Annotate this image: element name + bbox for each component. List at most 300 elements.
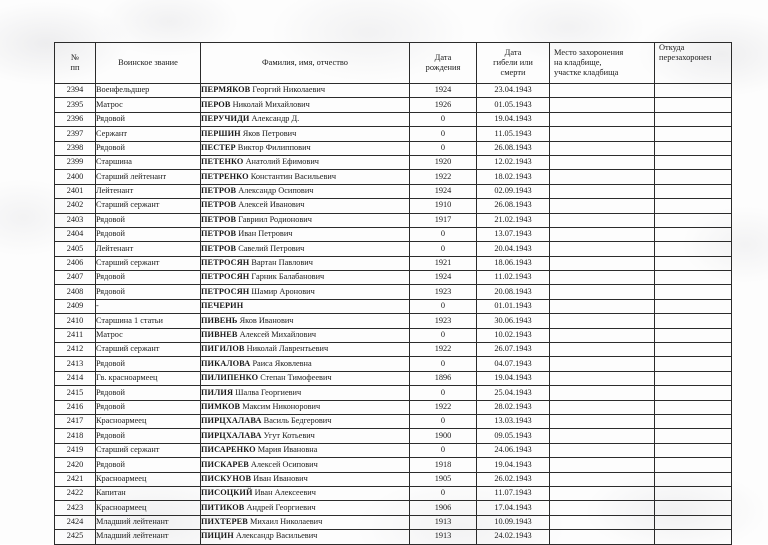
column-header-reburial-origin-line2: перезахоронен: [659, 53, 712, 63]
column-header-deathdate-line3: смерти: [500, 68, 526, 78]
table-header: [55, 43, 732, 84]
table-row: [55, 357, 732, 371]
table-row: [55, 213, 732, 227]
table-row: [55, 314, 732, 328]
table-row: [55, 242, 732, 256]
cell-number: 2421: [55, 472, 96, 486]
cell-surname: ПЕРУЧИДИ: [201, 114, 250, 124]
cell-burial-place: [550, 400, 655, 414]
cell-deathdate: 10.02.1943: [477, 328, 550, 342]
cell-number: 2410: [55, 314, 96, 328]
cell-givenname: Алексей Осипович: [250, 459, 318, 469]
cell-givenname: Савелий Петрович: [238, 243, 305, 253]
cell-rank: Красноармеец: [96, 472, 201, 486]
table-row: [55, 170, 732, 184]
table-row: [55, 515, 732, 529]
cell-burial-place: [550, 127, 655, 141]
cell-number: 2398: [55, 141, 96, 155]
cell-burial-place: [550, 299, 655, 313]
cell-burial-place: [550, 530, 655, 544]
cell-surname: ПЕТРОВ: [201, 186, 237, 196]
cell-givenname: Степан Тимофеевич: [260, 373, 332, 383]
cell-birthdate: 1906: [410, 501, 477, 515]
cell-reburial-origin: [655, 472, 732, 486]
cell-birthdate: 1917: [410, 213, 477, 227]
column-header-rank: [96, 43, 201, 84]
table-row: [55, 271, 732, 285]
cell-burial-place: [550, 256, 655, 270]
cell-fullname: [201, 213, 410, 227]
table-row: [55, 127, 732, 141]
cell-number: 2423: [55, 501, 96, 515]
cell-fullname: [201, 285, 410, 299]
cell-number: 2403: [55, 213, 96, 227]
cell-givenname: Гавриил Родионович: [238, 214, 312, 224]
column-header-rank-line1: Воинское звание: [118, 57, 178, 67]
cell-fullname: [201, 184, 410, 198]
cell-reburial-origin: [655, 343, 732, 357]
cell-givenname: Алексей Михайлович: [239, 329, 317, 339]
column-header-reburial-origin: [655, 43, 732, 84]
table-row: [55, 386, 732, 400]
cell-deathdate: 26.08.1943: [477, 199, 550, 213]
cell-surname: ПИМКОВ: [201, 401, 241, 411]
cell-reburial-origin: [655, 299, 732, 313]
table-row: [55, 429, 732, 443]
cell-number: 2418: [55, 429, 96, 443]
cell-fullname: [201, 429, 410, 443]
cell-surname: ПЕТРОСЯН: [201, 258, 250, 268]
cell-deathdate: 23.04.1943: [477, 84, 550, 98]
cell-surname: ПИРЦХАЛАВА: [201, 416, 262, 426]
cell-deathdate: 26.07.1943: [477, 343, 550, 357]
cell-birthdate: 0: [410, 227, 477, 241]
cell-rank: Лейтенант: [96, 242, 201, 256]
cell-rank: Младший лейтенант: [96, 530, 201, 544]
cell-surname: ПИТИКОВ: [201, 502, 245, 512]
cell-rank: Капитан: [96, 486, 201, 500]
cell-rank: Красноармеец: [96, 414, 201, 428]
cell-deathdate: 01.01.1943: [477, 299, 550, 313]
cell-fullname: [201, 515, 410, 529]
cell-givenname: Алексей Иванович: [238, 200, 305, 210]
cell-deathdate: 11.02.1943: [477, 271, 550, 285]
cell-number: 2411: [55, 328, 96, 342]
cell-fullname: [201, 242, 410, 256]
cell-number: 2400: [55, 170, 96, 184]
cell-rank: Матрос: [96, 328, 201, 342]
cell-number: 2396: [55, 112, 96, 126]
cell-rank: Старший сержант: [96, 443, 201, 457]
cell-birthdate: 0: [410, 386, 477, 400]
cell-surname: ПЕТРОСЯН: [201, 272, 250, 282]
cell-number: 2425: [55, 530, 96, 544]
table-row: [55, 155, 732, 169]
cell-burial-place: [550, 429, 655, 443]
cell-deathdate: 19.04.1943: [477, 112, 550, 126]
cell-rank: Сержант: [96, 127, 201, 141]
cell-rank: Красноармеец: [96, 501, 201, 515]
cell-birthdate: 1922: [410, 343, 477, 357]
column-header-number-line1: №: [71, 52, 79, 62]
cell-burial-place: [550, 515, 655, 529]
cell-fullname: [201, 414, 410, 428]
cell-fullname: [201, 199, 410, 213]
cell-fullname: [201, 443, 410, 457]
cell-givenname: Иван Алексеевич: [254, 488, 316, 498]
cell-birthdate: 1923: [410, 285, 477, 299]
cell-rank: Военфельдшер: [96, 84, 201, 98]
cell-givenname: Александр Васильевич: [235, 531, 318, 541]
cell-birthdate: 1900: [410, 429, 477, 443]
cell-burial-place: [550, 199, 655, 213]
cell-givenname: Иван Петрович: [238, 229, 293, 239]
cell-rank: Рядовой: [96, 458, 201, 472]
cell-reburial-origin: [655, 141, 732, 155]
cell-number: 2402: [55, 199, 96, 213]
table-row: [55, 486, 732, 500]
cell-rank: Рядовой: [96, 429, 201, 443]
cell-birthdate: 1922: [410, 170, 477, 184]
table-row: [55, 414, 732, 428]
cell-fullname: [201, 357, 410, 371]
cell-fullname: [201, 458, 410, 472]
cell-givenname: Шамир Аронович: [251, 286, 315, 296]
table-body: [55, 84, 732, 545]
cell-number: 2395: [55, 98, 96, 112]
cell-burial-place: [550, 472, 655, 486]
table-row: [55, 458, 732, 472]
cell-rank: Рядовой: [96, 285, 201, 299]
cell-deathdate: 13.07.1943: [477, 227, 550, 241]
cell-burial-place: [550, 98, 655, 112]
cell-rank: Рядовой: [96, 112, 201, 126]
cell-rank: Гв. красноармеец: [96, 371, 201, 385]
cell-givenname: Шалва Георгиевич: [235, 387, 302, 397]
cell-fullname: [201, 299, 410, 313]
cell-rank: Старший сержант: [96, 199, 201, 213]
cell-rank: Старший лейтенант: [96, 170, 201, 184]
cell-surname: ПЕТРОВ: [201, 229, 237, 239]
column-header-fullname: [201, 43, 410, 84]
cell-number: 2406: [55, 256, 96, 270]
column-header-deathdate: [477, 43, 550, 84]
table-row: [55, 343, 732, 357]
column-header-deathdate-line2: гибели или: [493, 57, 533, 67]
cell-birthdate: 1922: [410, 400, 477, 414]
cell-birthdate: 0: [410, 112, 477, 126]
cell-number: 2412: [55, 343, 96, 357]
cell-birthdate: 1896: [410, 371, 477, 385]
cell-surname: ПИГИЛОВ: [201, 344, 245, 354]
cell-burial-place: [550, 285, 655, 299]
cell-fullname: [201, 256, 410, 270]
cell-reburial-origin: [655, 112, 732, 126]
cell-rank: Рядовой: [96, 271, 201, 285]
cell-birthdate: 1921: [410, 256, 477, 270]
table-row: [55, 199, 732, 213]
table-header-row: [55, 43, 732, 84]
column-header-burial-place-line1: Место захоронения: [554, 47, 624, 57]
cell-rank: Рядовой: [96, 213, 201, 227]
table-row: [55, 141, 732, 155]
cell-birthdate: 0: [410, 357, 477, 371]
table-row: [55, 184, 732, 198]
cell-surname: ПИКАЛОВА: [201, 358, 251, 368]
cell-deathdate: 20.08.1943: [477, 285, 550, 299]
cell-birthdate: 0: [410, 127, 477, 141]
cell-fullname: [201, 127, 410, 141]
cell-surname: ПЕРОВ: [201, 99, 231, 109]
cell-number: 2416: [55, 400, 96, 414]
cell-surname: ПИСОЦКИЙ: [201, 488, 253, 498]
cell-number: 2408: [55, 285, 96, 299]
cell-number: 2397: [55, 127, 96, 141]
cell-birthdate: 1913: [410, 530, 477, 544]
cell-deathdate: 13.03.1943: [477, 414, 550, 428]
cell-surname: ПИЛИПЕНКО: [201, 373, 259, 383]
cell-fullname: [201, 314, 410, 328]
cell-fullname: [201, 98, 410, 112]
cell-fullname: [201, 271, 410, 285]
cell-surname: ПЕРМЯКОВ: [201, 85, 251, 95]
cell-givenname: Андрей Георгиевич: [246, 502, 316, 512]
cell-reburial-origin: [655, 357, 732, 371]
cell-surname: ПИСКУНОВ: [201, 473, 252, 483]
cell-rank: -: [96, 299, 201, 313]
cell-number: 2399: [55, 155, 96, 169]
cell-givenname: Максим Никонорович: [242, 401, 321, 411]
cell-givenname: Константин Васильевич: [250, 171, 337, 181]
cell-reburial-origin: [655, 213, 732, 227]
cell-surname: ПЕЧЕРИН: [201, 301, 244, 311]
cell-reburial-origin: [655, 98, 732, 112]
cell-givenname: Анатолий Ефимович: [245, 157, 319, 167]
cell-rank: Старший сержант: [96, 343, 201, 357]
cell-fullname: [201, 501, 410, 515]
cell-fullname: [201, 328, 410, 342]
cell-givenname: Александр Осипович: [238, 186, 314, 196]
column-header-reburial-origin-line1: Откуда: [659, 43, 685, 52]
column-header-burial-place: [550, 43, 655, 84]
cell-givenname: Яков Петрович: [242, 128, 297, 138]
cell-birthdate: 1923: [410, 314, 477, 328]
cell-deathdate: 09.05.1943: [477, 429, 550, 443]
cell-deathdate: 01.05.1943: [477, 98, 550, 112]
cell-deathdate: 04.07.1943: [477, 357, 550, 371]
cell-burial-place: [550, 112, 655, 126]
cell-rank: Старший сержант: [96, 256, 201, 270]
cell-birthdate: 1918: [410, 458, 477, 472]
cell-surname: ПЕТРЕНКО: [201, 171, 249, 181]
cell-deathdate: 19.04.1943: [477, 371, 550, 385]
cell-surname: ПИСКАРЕВ: [201, 459, 249, 469]
cell-reburial-origin: [655, 443, 732, 457]
cell-rank: Рядовой: [96, 386, 201, 400]
cell-givenname: Василь Бедгерович: [263, 416, 332, 426]
cell-reburial-origin: [655, 486, 732, 500]
cell-birthdate: 1920: [410, 155, 477, 169]
column-header-number: [55, 43, 96, 84]
cell-reburial-origin: [655, 227, 732, 241]
cell-reburial-origin: [655, 170, 732, 184]
cell-surname: ПЕТРОВ: [201, 200, 237, 210]
cell-rank: Старшина 1 статьи: [96, 314, 201, 328]
cell-rank: Рядовой: [96, 141, 201, 155]
cell-rank: Рядовой: [96, 357, 201, 371]
cell-number: 2419: [55, 443, 96, 457]
column-header-number-line2: пп: [70, 63, 80, 72]
table-row: [55, 530, 732, 544]
cell-surname: ПИЛИЯ: [201, 387, 234, 397]
table-row: [55, 501, 732, 515]
cell-fullname: [201, 84, 410, 98]
cell-deathdate: 24.02.1943: [477, 530, 550, 544]
cell-surname: ПИХТЕРЕВ: [201, 517, 248, 527]
cell-burial-place: [550, 227, 655, 241]
cell-fullname: [201, 472, 410, 486]
cell-givenname: Угут Котьевич: [263, 430, 315, 440]
cell-birthdate: 0: [410, 443, 477, 457]
table-row: [55, 400, 732, 414]
document-sheet: [54, 42, 716, 545]
cell-birthdate: 0: [410, 414, 477, 428]
cell-deathdate: 25.04.1943: [477, 386, 550, 400]
cell-deathdate: 19.04.1943: [477, 458, 550, 472]
cell-surname: ПЕТРОВ: [201, 243, 237, 253]
cell-reburial-origin: [655, 199, 732, 213]
cell-birthdate: 0: [410, 299, 477, 313]
cell-birthdate: 0: [410, 328, 477, 342]
cell-reburial-origin: [655, 127, 732, 141]
table-row: [55, 227, 732, 241]
column-header-fullname-line1: Фамилия, имя, отчество: [262, 57, 348, 67]
cell-givenname: Вартан Павлович: [251, 258, 313, 268]
table-row: [55, 299, 732, 313]
cell-burial-place: [550, 242, 655, 256]
cell-deathdate: 18.02.1943: [477, 170, 550, 184]
cell-burial-place: [550, 443, 655, 457]
cell-givenname: Николай Лаврентьевич: [246, 344, 329, 354]
cell-birthdate: 1926: [410, 98, 477, 112]
cell-number: 2415: [55, 386, 96, 400]
cell-reburial-origin: [655, 400, 732, 414]
cell-burial-place: [550, 414, 655, 428]
table-row: [55, 328, 732, 342]
cell-deathdate: 26.02.1943: [477, 472, 550, 486]
cell-birthdate: 0: [410, 141, 477, 155]
column-header-deathdate-line1: Дата: [504, 47, 522, 57]
cell-reburial-origin: [655, 414, 732, 428]
cell-givenname: Иван Иванович: [253, 473, 308, 483]
cell-fullname: [201, 112, 410, 126]
cell-reburial-origin: [655, 458, 732, 472]
cell-deathdate: 17.04.1943: [477, 501, 550, 515]
cell-number: 2407: [55, 271, 96, 285]
cell-fullname: [201, 371, 410, 385]
cell-fullname: [201, 227, 410, 241]
burial-roster-table: [54, 42, 732, 545]
cell-surname: ПЕТЕНКО: [201, 157, 244, 167]
cell-rank: Старшина: [96, 155, 201, 169]
column-header-burial-place-line2: на кладбище,: [554, 57, 602, 67]
cell-rank: Матрос: [96, 98, 201, 112]
cell-deathdate: 21.02.1943: [477, 213, 550, 227]
table-row: [55, 98, 732, 112]
cell-reburial-origin: [655, 155, 732, 169]
cell-rank: Рядовой: [96, 227, 201, 241]
cell-burial-place: [550, 170, 655, 184]
cell-deathdate: 11.05.1943: [477, 127, 550, 141]
table-row: [55, 112, 732, 126]
cell-reburial-origin: [655, 501, 732, 515]
column-header-birthdate-line1: Дата: [434, 52, 452, 62]
cell-deathdate: 30.06.1943: [477, 314, 550, 328]
cell-surname: ПЕСТЕР: [201, 142, 236, 152]
column-header-birthdate-line2: рождения: [425, 63, 461, 72]
cell-number: 2422: [55, 486, 96, 500]
table-row: [55, 285, 732, 299]
cell-birthdate: 1924: [410, 84, 477, 98]
cell-birthdate: 1905: [410, 472, 477, 486]
cell-birthdate: 0: [410, 242, 477, 256]
cell-birthdate: 1924: [410, 184, 477, 198]
cell-deathdate: 20.04.1943: [477, 242, 550, 256]
cell-number: 2413: [55, 357, 96, 371]
cell-burial-place: [550, 343, 655, 357]
cell-number: 2401: [55, 184, 96, 198]
cell-number: 2394: [55, 84, 96, 98]
column-header-birthdate: [410, 43, 477, 84]
cell-givenname: Раиса Яковлевна: [252, 358, 312, 368]
cell-burial-place: [550, 84, 655, 98]
cell-burial-place: [550, 141, 655, 155]
cell-burial-place: [550, 357, 655, 371]
cell-burial-place: [550, 458, 655, 472]
cell-givenname: Николай Михайлович: [232, 99, 310, 109]
cell-deathdate: 11.07.1943: [477, 486, 550, 500]
cell-number: 2420: [55, 458, 96, 472]
cell-burial-place: [550, 328, 655, 342]
table-row: [55, 443, 732, 457]
cell-burial-place: [550, 155, 655, 169]
cell-number: 2424: [55, 515, 96, 529]
cell-deathdate: 12.02.1943: [477, 155, 550, 169]
cell-number: 2417: [55, 414, 96, 428]
table-row: [55, 472, 732, 486]
cell-fullname: [201, 530, 410, 544]
cell-surname: ПИРЦХАЛАВА: [201, 430, 262, 440]
cell-reburial-origin: [655, 328, 732, 342]
cell-fullname: [201, 400, 410, 414]
cell-reburial-origin: [655, 371, 732, 385]
cell-fullname: [201, 343, 410, 357]
cell-burial-place: [550, 184, 655, 198]
cell-burial-place: [550, 271, 655, 285]
cell-rank: Рядовой: [96, 400, 201, 414]
cell-reburial-origin: [655, 314, 732, 328]
cell-reburial-origin: [655, 386, 732, 400]
cell-givenname: Яков Иванович: [239, 315, 294, 325]
cell-deathdate: 26.08.1943: [477, 141, 550, 155]
cell-surname: ПИЦИН: [201, 531, 234, 541]
cell-deathdate: 18.06.1943: [477, 256, 550, 270]
table-row: [55, 256, 732, 270]
column-header-burial-place-line3: участке кладбища: [554, 68, 619, 78]
cell-givenname: Виктор Филиппович: [237, 142, 311, 152]
cell-rank: Лейтенант: [96, 184, 201, 198]
cell-reburial-origin: [655, 515, 732, 529]
